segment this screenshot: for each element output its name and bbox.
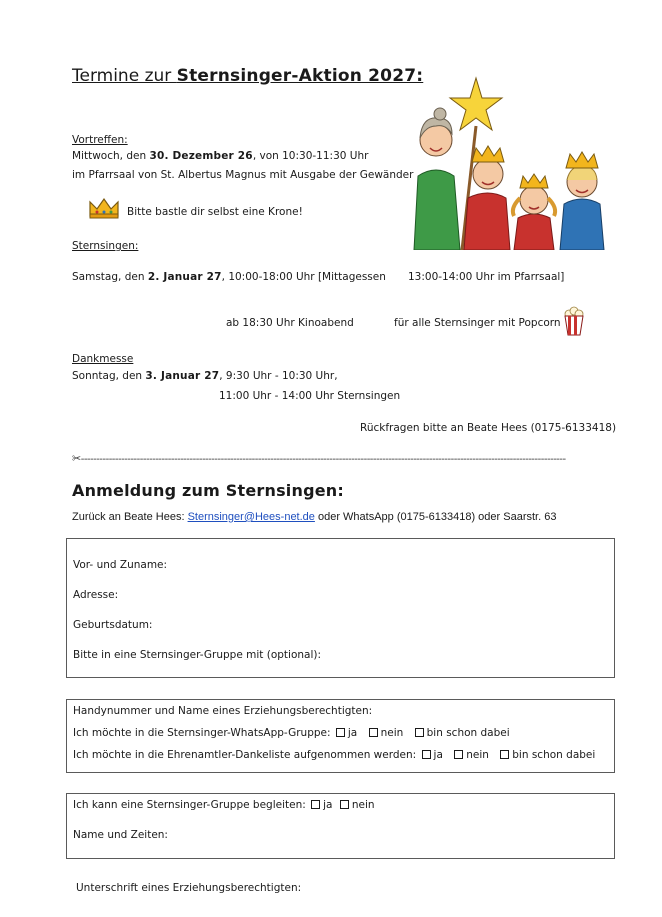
popcorn-icon	[563, 306, 585, 336]
page-title	[72, 66, 423, 86]
title-prefix: Termine zur	[72, 66, 177, 86]
adult-figure	[414, 108, 460, 250]
address-field[interactable]: Adresse:	[73, 589, 119, 601]
whatsapp-nein-checkbox[interactable]	[369, 728, 378, 737]
whatsapp-dabei-checkbox[interactable]	[415, 728, 424, 737]
crown-note: Bitte bastle dir selbst eine Krone!	[127, 206, 303, 218]
dankeliste-ja-checkbox[interactable]	[422, 750, 431, 759]
cut-line: ✂------------------------------------------------------------------------------------------------------------------------------------------------------------	[72, 452, 566, 465]
sternsingen-heading: Sternsingen:	[72, 240, 139, 252]
registration-heading: Anmeldung zum Sternsingen:	[72, 481, 344, 500]
sternsingen-popcorn: für alle Sternsinger mit Popcorn	[394, 317, 561, 329]
birthdate-field[interactable]: Geburtsdatum:	[73, 619, 153, 631]
accompany-nein-checkbox[interactable]	[340, 800, 349, 809]
sternsingen-cinema: ab 18:30 Uhr Kinoabend	[226, 317, 354, 329]
accompany-box	[66, 793, 615, 859]
dankeliste-dabei-checkbox[interactable]	[500, 750, 509, 759]
return-line: Zurück an Beate Hees: Sternsinger@Hees-net.de oder WhatsApp (0175-6133418) oder Saarstr. 63	[72, 511, 557, 523]
vortreffen-location: im Pfarrsaal von St. Albertus Magnus mit Ausgabe der Gewänder	[72, 169, 414, 181]
sternsingen-date: Samstag, den 2. Januar 27, 10:00-18:00 Uhr [Mittagessen	[72, 271, 386, 283]
scissors-icon: ✂	[72, 452, 81, 465]
star-icon	[450, 78, 502, 130]
dankmesse-date: Sonntag, den 3. Januar 27, 9:30 Uhr - 10:30 Uhr,	[72, 370, 338, 382]
times-field[interactable]: Name und Zeiten:	[73, 829, 168, 841]
sternsinger-illustration	[410, 76, 610, 250]
vortreffen-heading: Vortreffen:	[72, 134, 128, 146]
name-field[interactable]: Vor- und Zuname:	[73, 559, 168, 571]
signature-line[interactable]: Unterschrift eines Erziehungsberechtigten:	[76, 882, 302, 894]
dankeliste-nein-checkbox[interactable]	[454, 750, 463, 759]
vortreffen-date: Mittwoch, den 30. Dezember 26, von 10:30-11:30 Uhr	[72, 150, 369, 162]
dankmesse-heading: Dankmesse	[72, 353, 134, 365]
crown-icon	[88, 196, 120, 220]
whatsapp-question: Ich möchte in die Sternsinger-WhatsApp-Gruppe: ja nein bin schon dabei	[73, 727, 510, 739]
dankmesse-time2: 11:00 Uhr - 14:00 Uhr Sternsingen	[219, 390, 401, 402]
group-field[interactable]: Bitte in eine Sternsinger-Gruppe mit (optional):	[73, 649, 322, 661]
email-link[interactable]: Sternsinger@Hees-net.de	[187, 511, 315, 523]
dankeliste-question: Ich möchte in die Ehrenamtler-Dankeliste aufgenommen werden: ja nein bin schon dabei	[73, 749, 596, 761]
child-figure-3	[560, 152, 604, 250]
accompany-ja-checkbox[interactable]	[311, 800, 320, 809]
child-figure-2	[513, 174, 555, 250]
phone-field[interactable]: Handynummer und Name eines Erziehungsberechtigten:	[73, 705, 373, 717]
personal-data-box	[66, 538, 615, 678]
contact-line: Rückfragen bitte an Beate Hees (0175-6133418)	[360, 422, 617, 434]
accompany-question: Ich kann eine Sternsinger-Gruppe begleiten: ja nein	[73, 799, 375, 811]
title-bold: Sternsinger-Aktion 2027:	[176, 66, 424, 86]
sternsingen-lunch: 13:00-14:00 Uhr im Pfarrsaal]	[408, 271, 565, 283]
guardian-box	[66, 699, 615, 773]
whatsapp-ja-checkbox[interactable]	[336, 728, 345, 737]
